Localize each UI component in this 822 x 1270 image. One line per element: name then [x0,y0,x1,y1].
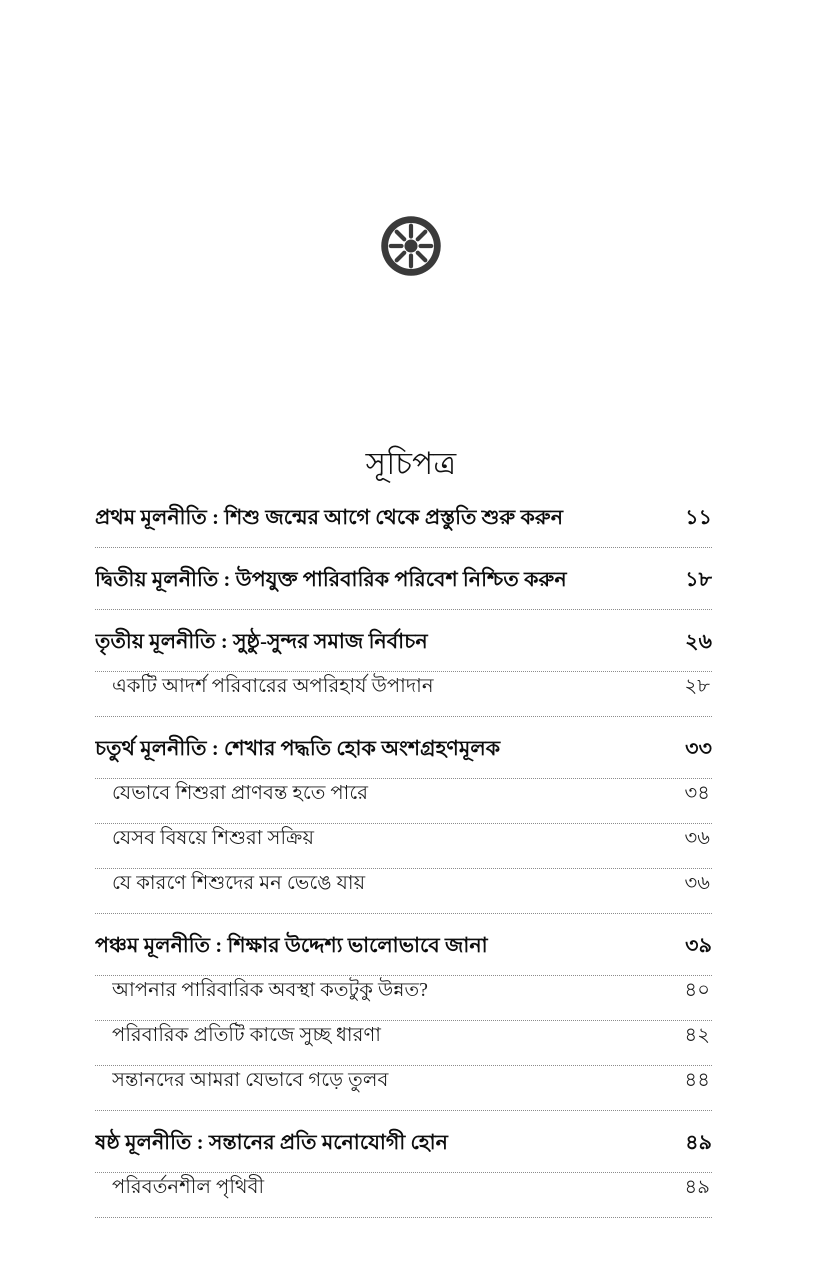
toc-entry-page-number: ১১ [685,507,712,529]
page-title: সূচিপত্র [365,445,457,481]
toc-entry-main[interactable] [95,626,712,672]
toc-entry-page-number: ৩৬ [684,828,710,849]
toc-entry-page-number: ৩৩ [685,738,712,760]
toc-entry-label: একটি আদর্শ পরিবারের অপরিহার্য উপাদান [112,676,434,697]
toc-entry-label: পরিবর্তনশীল পৃথিবী [112,1177,265,1198]
table-of-contents [95,502,712,1218]
toc-entry-main[interactable] [95,1127,712,1173]
wheel-rosette-ornament [380,215,442,277]
toc-entry-label: আপনার পারিবারিক অবস্থা কতটুকু উন্নত? [112,980,429,1001]
toc-entry-page-number: ১৮ [685,569,712,591]
toc-entry-page-number: ৪৯ [684,1177,710,1198]
toc-entry-page-number: ২৮ [684,676,710,697]
toc-group [95,733,712,914]
toc-entry-sub[interactable] [95,1173,712,1218]
toc-entry-main[interactable] [95,502,712,548]
toc-entry-label: তৃতীয় মূলনীতি : সুষ্ঠু-সুন্দর সমাজ নির্বাচন [95,631,428,653]
toc-entry-label: পরিবারিক প্রতিটি কাজে সুচ্ছ ধারণা [112,1025,382,1046]
toc-entry-page-number: ৩৬ [684,873,710,894]
toc-entry-page-number: ৪৯ [685,1132,712,1154]
toc-group [95,502,712,548]
toc-entry-label: সন্তানদের আমরা যেভাবে গড়ে তুলব [112,1070,389,1091]
toc-entry-main[interactable] [95,733,712,779]
toc-entry-sub[interactable] [95,869,712,914]
toc-entry-page-number: ৪৪ [684,1070,710,1091]
toc-entry-label: যেভাবে শিশুরা প্রাণবন্ত হতে পারে [112,783,369,804]
toc-entry-sub[interactable] [95,1021,712,1066]
toc-entry-label: ষষ্ঠ মূলনীতি : সন্তানের প্রতি মনোযোগী হোন [95,1132,449,1154]
toc-entry-sub[interactable] [95,1066,712,1111]
toc-group [95,1127,712,1218]
toc-entry-label: চতুর্থ মূলনীতি : শেখার পদ্ধতি হোক অংশগ্রহণমূলক [95,738,501,760]
toc-entry-sub[interactable] [95,824,712,869]
toc-entry-page-number: ৩৯ [685,935,712,957]
toc-entry-sub[interactable] [95,672,712,717]
toc-group [95,930,712,1111]
toc-entry-main[interactable] [95,930,712,976]
toc-entry-label: যেসব বিষয়ে শিশুরা সক্রিয় [112,828,315,849]
toc-entry-page-number: ৩৪ [684,783,710,804]
toc-entry-page-number: ৪২ [684,1025,710,1046]
ornament-container [0,215,822,277]
toc-group [95,564,712,610]
toc-entry-page-number: ৪০ [684,980,710,1001]
toc-entry-page-number: ২৬ [685,631,712,653]
toc-entry-sub[interactable] [95,779,712,824]
toc-entry-label: প্রথম মূলনীতি : শিশু জন্মের আগে থেকে প্রস্তুতি শুরু করুন [95,507,564,529]
toc-entry-label: যে কারণে শিশুদের মন ভেঙে যায় [112,873,366,894]
toc-entry-label: দ্বিতীয় মূলনীতি : উপযুক্ত পারিবারিক পরিবেশ নিশ্চিত করুন [95,569,567,591]
toc-entry-label: পঞ্চম মূলনীতি : শিক্ষার উদ্দেশ্য ভালোভাবে জানা [95,935,488,957]
toc-entry-sub[interactable] [95,976,712,1021]
toc-entry-main[interactable] [95,564,712,610]
toc-group [95,626,712,717]
